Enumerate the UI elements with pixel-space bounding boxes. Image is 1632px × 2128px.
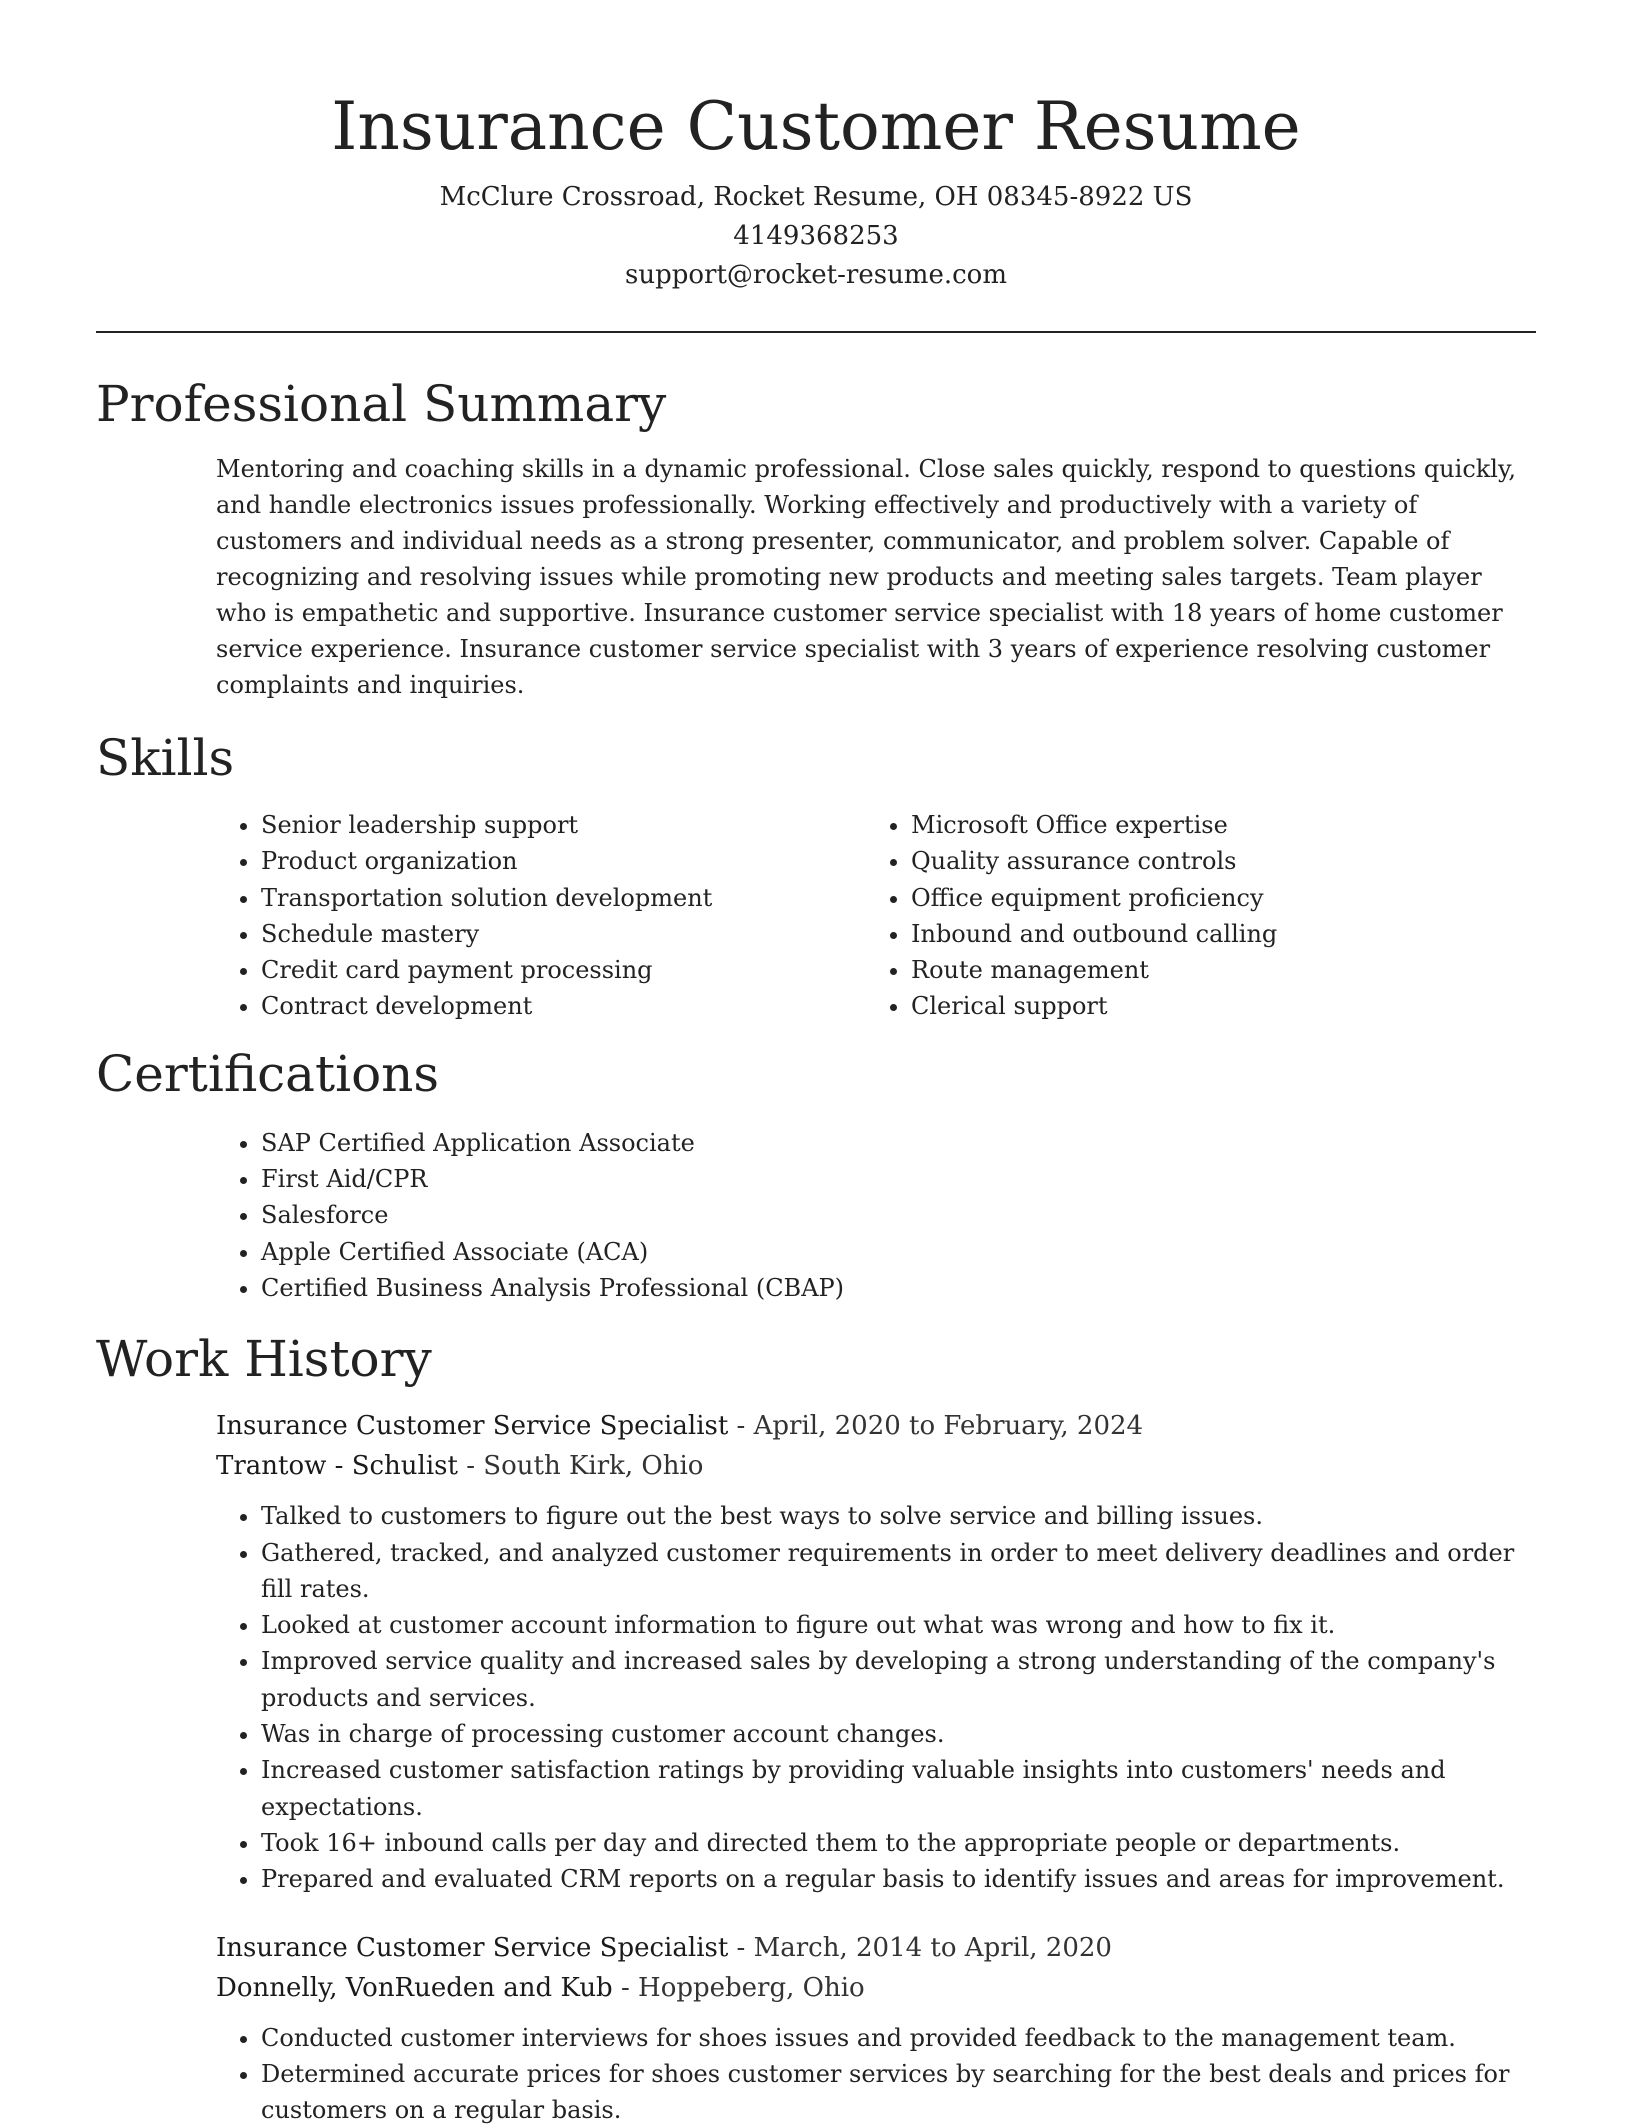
- job-duty-item: • Prepared and evaluated CRM reports on a regular basis to identify issues and areas for improvement.: [261, 1861, 1536, 1897]
- skill-item: • Schedule mastery: [261, 916, 746, 952]
- skill-item: • Route management: [911, 952, 1446, 988]
- job-title: Insurance Customer Service Specialist: [216, 1411, 729, 1442]
- job-dates: - March, 2014 to April, 2020: [728, 1932, 1112, 1963]
- certification-item: • SAP Certified Application Associate: [261, 1125, 1536, 1161]
- job-duty-item: • Determined accurate prices for shoes customer services by searching for the best deals and prices for customers on a regular basis.: [261, 2056, 1536, 2128]
- job-duty-item: • Conducted customer interviews for shoes issues and provided feedback to the management team.: [261, 2020, 1536, 2056]
- skill-item: • Microsoft Office expertise: [911, 807, 1446, 843]
- resume-page: [96, 0, 1536, 2128]
- job-location: - Hoppeberg, Ohio: [612, 1972, 865, 2003]
- job-location: - South Kirk, Ohio: [457, 1451, 704, 1482]
- job-duty-item: • Talked to customers to figure out the best ways to solve service and billing issues.: [261, 1498, 1536, 1534]
- job-company-line: [216, 1968, 1536, 2008]
- job-company: Trantow - Schulist: [216, 1451, 458, 1482]
- contact-email: support@rocket-resume.com: [624, 260, 1007, 290]
- job-company: Donnelly, VonRueden and Kub: [216, 1972, 613, 2003]
- job-title-line: [216, 1406, 1536, 1446]
- skills-columns: [96, 807, 1536, 1025]
- resume-title: Insurance Customer Resume: [331, 88, 1301, 165]
- job-title: Insurance Customer Service Specialist: [216, 1932, 729, 1963]
- contact-phone: 4149368253: [733, 221, 899, 251]
- certification-item: • Apple Certified Associate (ACA): [261, 1234, 1536, 1270]
- work-history-heading: Work History: [96, 1330, 432, 1389]
- certification-item: • Certified Business Analysis Professional (CBAP): [261, 1270, 1536, 1306]
- skill-item: • Product organization: [261, 843, 746, 879]
- certification-item: • Salesforce: [261, 1197, 1536, 1233]
- skill-item: • Credit card payment processing: [261, 952, 746, 988]
- job-duty-item: • Took 16+ inbound calls per day and directed them to the appropriate people or departments.: [261, 1825, 1536, 1861]
- skill-item: • Quality assurance controls: [911, 843, 1446, 879]
- certifications-heading: Certifications: [96, 1044, 440, 1103]
- certifications-list: [96, 1125, 1536, 1306]
- summary-heading: Professional Summary: [96, 375, 667, 433]
- job-duty-item: • Looked at customer account information to figure out what was wrong and how to fix it.: [261, 1607, 1536, 1643]
- contact-block: [96, 178, 1536, 295]
- job-dates: - April, 2020 to February, 2024: [728, 1411, 1144, 1442]
- job-entry: [216, 1928, 1536, 2128]
- certification-item: • First Aid/CPR: [261, 1161, 1536, 1197]
- skill-item: • Inbound and outbound calling: [911, 916, 1446, 952]
- job-duties: [216, 1498, 1536, 1897]
- skill-item: • Senior leadership support: [261, 807, 746, 843]
- job-duty-item: • Gathered, tracked, and analyzed customer requirements in order to meet delivery deadlines and order fill rates.: [261, 1535, 1536, 1608]
- skills-column-left: [96, 807, 746, 1025]
- job-entry: [216, 1406, 1536, 1897]
- job-duty-item: • Was in charge of processing customer account changes.: [261, 1716, 1536, 1752]
- header-divider: [96, 331, 1536, 333]
- summary-text: Mentoring and coaching skills in a dynamic professional. Close sales quickly, respond to questions quickly, and handle electronics issues professionally. Working effectively and productively with a variety of customers and individual needs as a strong presenter, communicator, and problem solver. Capable of recognizing and resolving issues while promoting new products and meeting sales targets. Team player who is empathetic and supportive. Insurance customer service specialist with 18 years of home customer service experience. Insurance customer service specialist with 3 years of experience resolving customer complaints and inquiries.: [216, 455, 1516, 699]
- job-duty-item: • Increased customer satisfaction ratings by providing valuable insights into customers' needs and expectations.: [261, 1752, 1536, 1825]
- skills-heading: Skills: [96, 729, 235, 787]
- skill-item: • Transportation solution development: [261, 880, 746, 916]
- job-title-line: [216, 1928, 1536, 1968]
- skill-item: • Clerical support: [911, 988, 1446, 1024]
- job-duty-item: • Improved service quality and increased sales by developing a strong understanding of the company's products and services.: [261, 1643, 1536, 1716]
- skills-column-right: [746, 807, 1446, 1025]
- job-company-line: [216, 1446, 1536, 1486]
- skill-item: • Office equipment proficiency: [911, 880, 1446, 916]
- skill-item: • Contract development: [261, 988, 746, 1024]
- contact-address: McClure Crossroad, Rocket Resume, OH 08345-8922 US: [439, 182, 1193, 212]
